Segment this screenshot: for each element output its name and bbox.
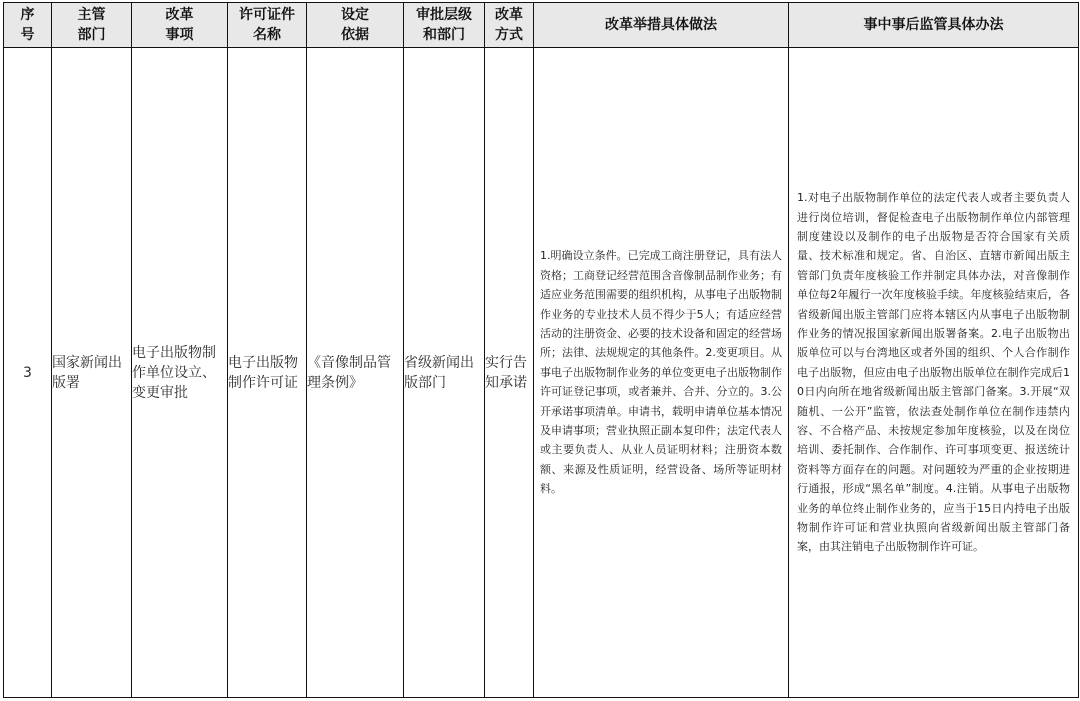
header-license-name: 许可证件 名称	[228, 3, 307, 48]
header-legal-basis: 设定 依据	[307, 3, 404, 48]
header-department: 主管 部门	[52, 3, 132, 48]
cell-license-name: 电子出版物制作许可证	[228, 48, 307, 698]
cell-supervision-measures: 1.对电子出版物制作单位的法定代表人或者主要负责人进行岗位培训，督促检查电子出版物制作单位内部管理制度建设以及制作的电子出版物是否符合国家有关质量、技术标准和规定。省、自治区、直辖市新闻出版主管部门负责年度核验工作并制定具体办法，对音像制作单位每2年履行一次年度核验手续。年度核验结束后，各省级新闻出版主管部门应将本辖区内从事电子出版物制作业务的情况报国家新闻出版署备案。2.电子出版物出版单位可以与台湾地区或者外国的组织、个人合作制作电子出版物，但应由电子出版物出版单位在制作完成后10日内向所在地省级新闻出版主管部门备案。3.开展“双随机、一公开”监管，依法查处制作单位在制作违禁内容、不合格产品、未按规定参加年度核验，以及在岗位培训、委托制作、合作制作、许可事项变更、报送统计资料等方面存在的问题。对问题较为严重的企业按期进行通报，形成“黑名单”制度。4.注销。从事电子出版物业务的单位终止制作业务的，应当于15日内持电子出版物制作许可证和营业执照向省级新闻出版主管部门备案，由其注销电子出版物制作许可证。	[789, 48, 1079, 698]
header-supervision-measures: 事中事后监管具体办法	[789, 3, 1079, 48]
reform-table	[3, 2, 1079, 698]
cell-reform-item: 电子出版物制作单位设立、变更审批	[132, 48, 228, 698]
header-seq: 序 号	[4, 3, 52, 48]
cell-reform-measures: 1.明确设立条件。已完成工商注册登记，具有法人资格；工商登记经营范围含音像制品制作业务；有适应业务范围需要的组织机构，从事电子出版物制作业务的专业技术人员不得少于5人；有适应经营活动的注册资金、必要的技术设备和固定的经营场所；法律、法规规定的其他条件。2.变更项目。从事电子出版物制作业务的单位变更电子出版物制作许可证登记事项，或者兼并、合并、分立的。3.公开承诺事项清单。申请书，载明申请单位基本情况及申请事项；营业执照正副本复印件；法定代表人或主要负责人、从业人员证明材料；注册资本数额、来源及性质证明，经营设备、场所等证明材料。	[534, 48, 789, 698]
cell-seq: 3	[4, 48, 52, 698]
cell-department: 国家新闻出版署	[52, 48, 132, 698]
header-reform-item: 改革 事项	[132, 3, 228, 48]
header-approval-level: 审批层级 和部门	[404, 3, 485, 48]
cell-approval-level: 省级新闻出版部门	[404, 48, 485, 698]
cell-reform-method: 实行告知承诺	[485, 48, 534, 698]
cell-legal-basis: 《音像制品管理条例》	[307, 48, 404, 698]
header-reform-method: 改革 方式	[485, 3, 534, 48]
header-reform-measures: 改革举措具体做法	[534, 3, 789, 48]
table-row	[4, 48, 1079, 698]
header-row	[4, 3, 1079, 48]
